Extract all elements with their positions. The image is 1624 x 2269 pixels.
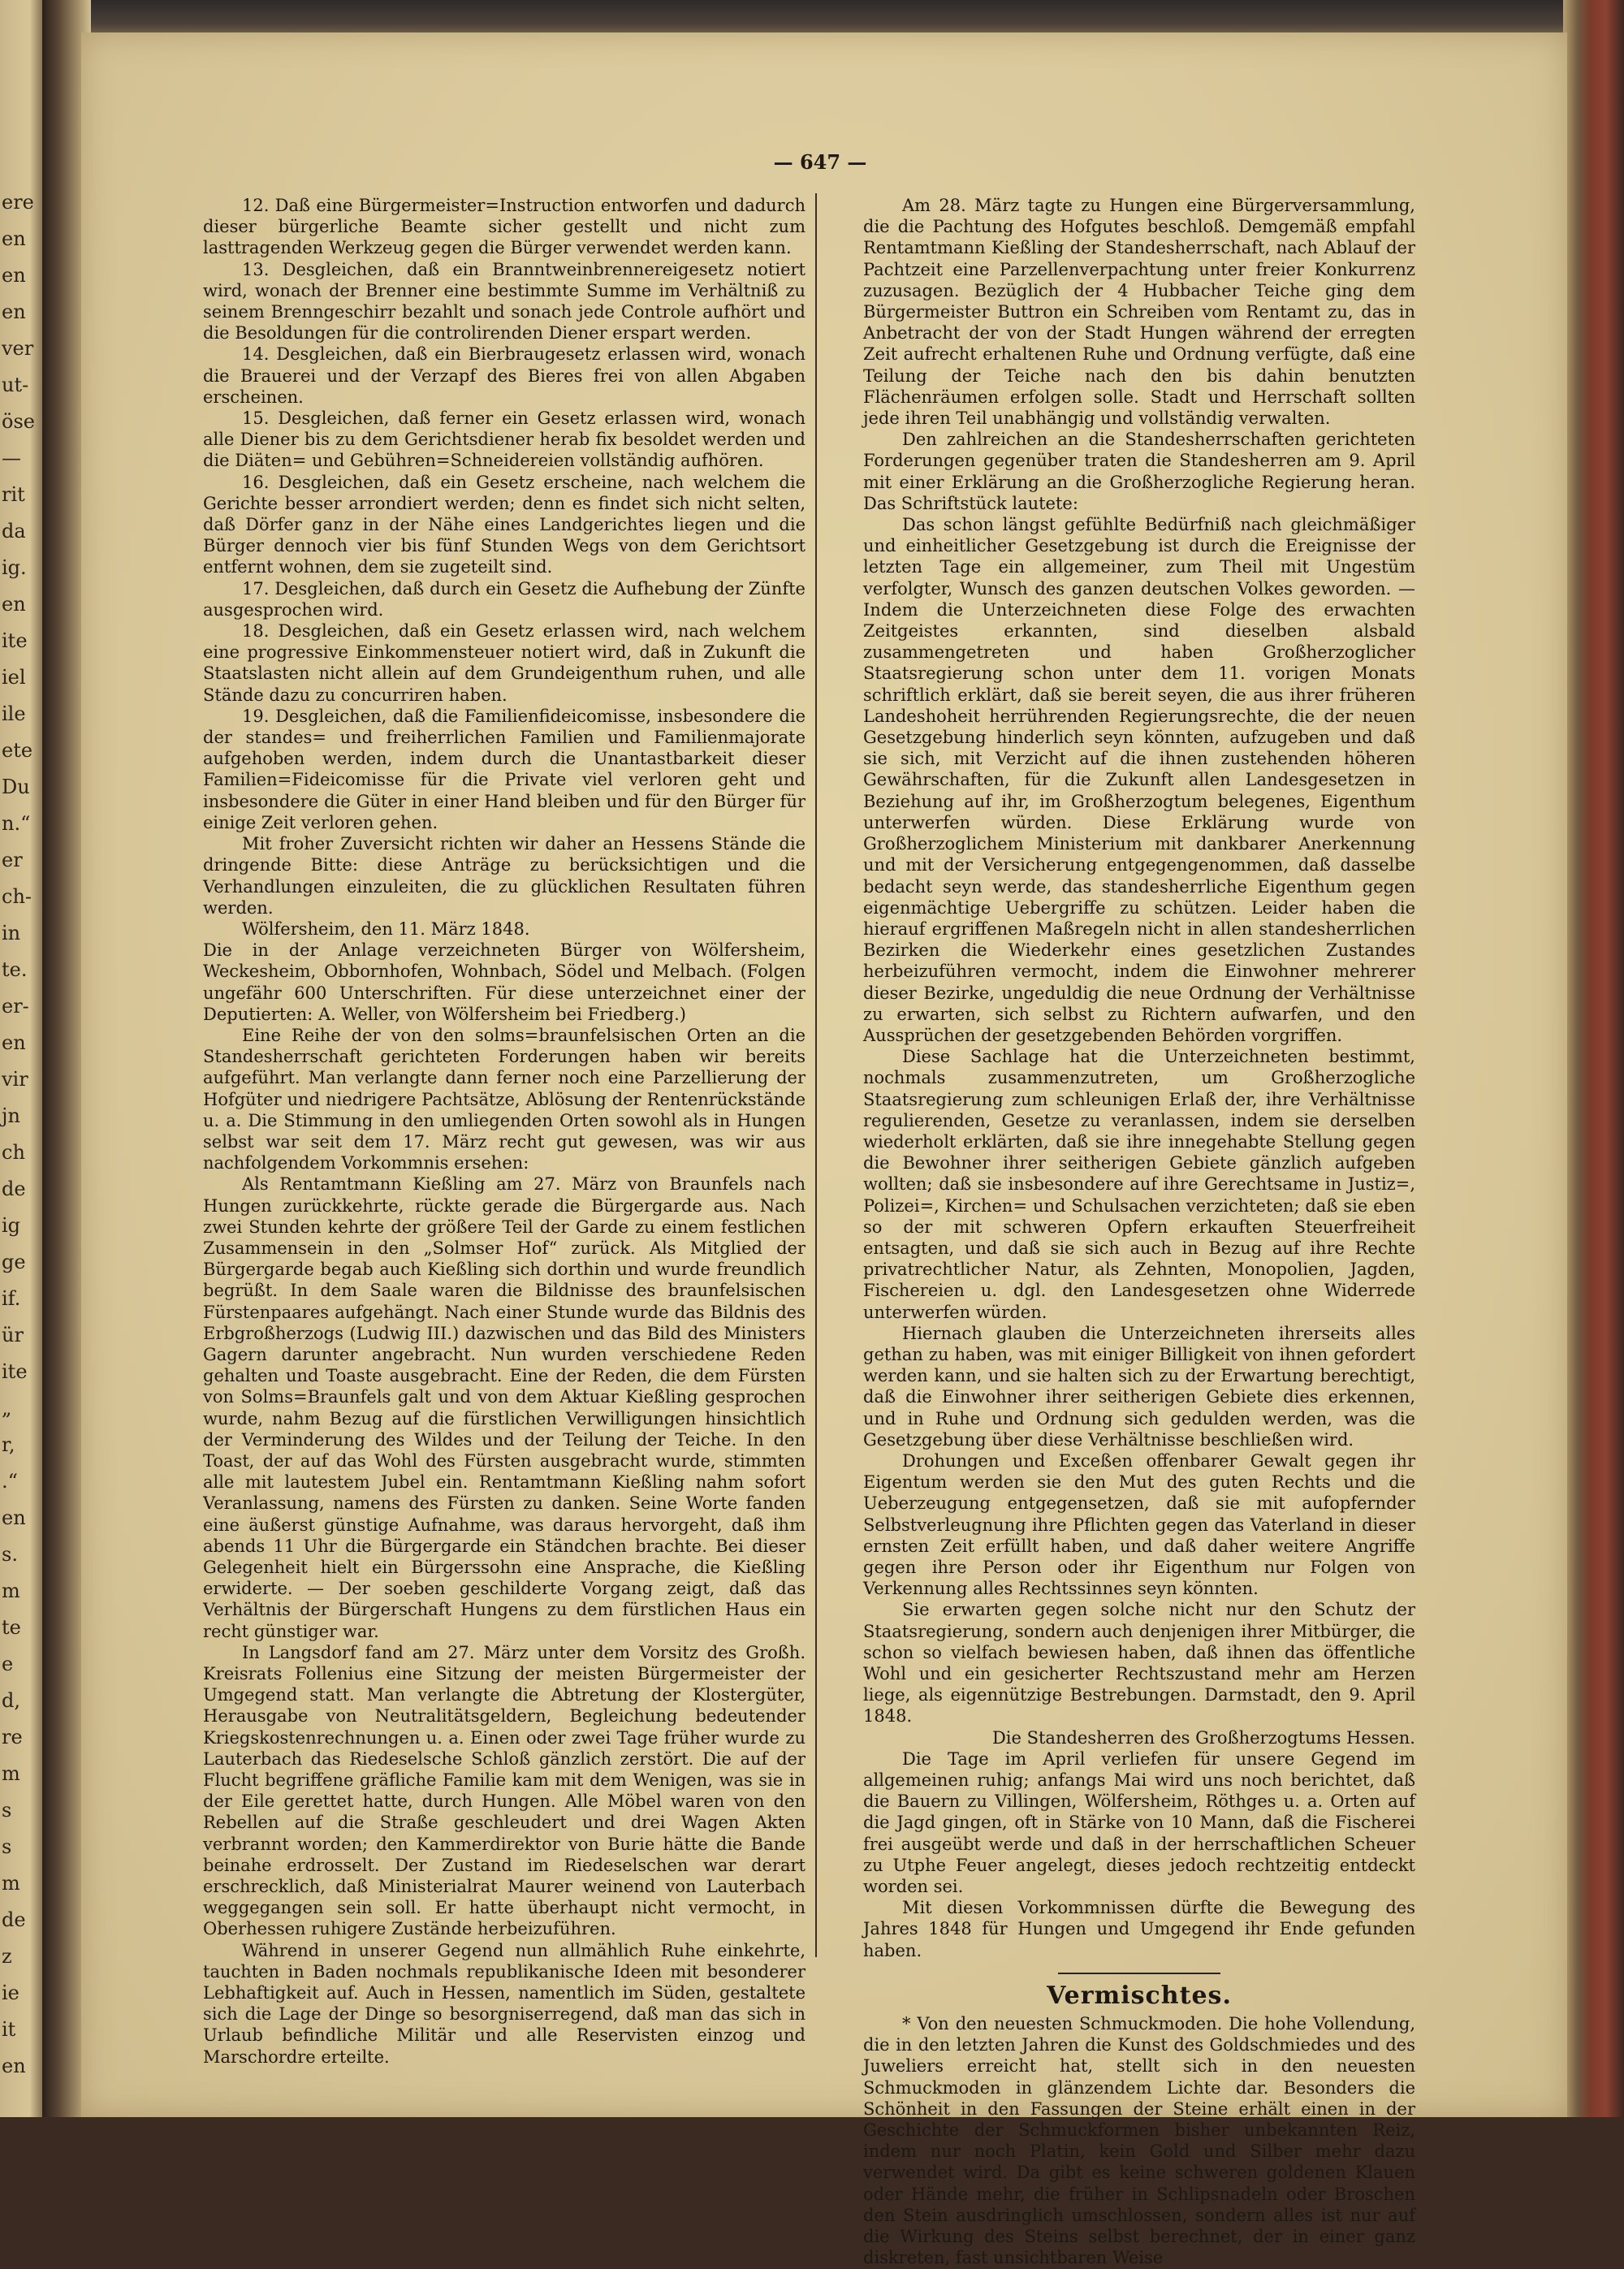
facing-page-fragment: te xyxy=(2,1616,21,1639)
left-column xyxy=(203,195,806,2068)
paragraph: Während in unserer Gegend nun allmählich Ruhe einkehrte, tauchten in Baden nochmals republikanische Ideen mit besonderer Lebhaftigkeit auf. Auch in Hessen, namentlich im Süden, gestaltete sich die Lage der Dinge so besorgniserregend, daß man das sich in Urlaub befindliche Militär und alle Reservisten einzog und Marschordre erteilte. xyxy=(203,1940,806,2067)
paragraph: Sie erwarten gegen solche nicht nur den Schutz der Staatsregierung, sondern auch denjenigen ihrer Mitbürger, die schon so vielfach bewiesen haben, daß ihnen das öffentliche Wohl und ein gesicherter Rechtszustand mehr am Herzen liege, als eigennützige Bestrebungen. Darmstadt, den 9. April 1848. xyxy=(863,1600,1415,1727)
section-separator-rule xyxy=(1058,1973,1220,1974)
paragraph: Wölfersheim, den 11. März 1848. xyxy=(242,918,530,939)
facing-page-fragment: en xyxy=(2,264,26,287)
paragraph: Eine Reihe der von den solms=braunfelsischen Orten an die Standesherrschaft gerichteten Forderungen haben wir bereits aufgeführt. Man verlangte dann ferner noch eine Parzellierung der Hofgüter und niedrigere Pachtsätze, Ablösung der Rentenrückstände u. a. Die Stimmung in den umliegenden Orten sowohl als in Hungen selbst war seit dem 17. März recht gut gewesen, was wir aus nachfolgendem Vorkommnis ersehen: xyxy=(203,1025,806,1173)
facing-page-fragment: en xyxy=(2,300,26,323)
column-divider xyxy=(815,193,817,1957)
facing-page-fragment: ere xyxy=(2,191,34,214)
facing-page-fragment: da xyxy=(2,520,26,542)
facing-page-fragment: ür xyxy=(2,1324,24,1346)
paragraph: Die in der Anlage verzeichneten Bürger von Wölfersheim, Weckesheim, Obbornhofen, Wohnbach, Södel und Melbach. (Folgen ungefähr 600 Unterschriften. Für diese unterzeichnet einer der Deputierten: A. Weller, von Wölfersheim bei Friedberg.) xyxy=(203,940,806,1024)
facing-page-fragment: rit xyxy=(2,483,25,506)
paragraph: * Von den neuesten Schmuckmoden. Die hohe Vollendung, die in den letzten Jahren die Kunst des Goldschmiedes und des Juweliers erreicht hat, stellt sich in den neuesten Schmuckmoden in glänzendem Lichte dar. Besonders die Schönheit in den Fassungen der Steine erhält einen in der Geschichte der Schmuckformen bisher unbekannten Reiz, indem nur noch Platin, kein Gold und Silber mehr dazu verwendet wird. Da gibt es keine schweren goldenen Klauen oder Hände mehr, die früher in Schlipsnadeln oder Broschen den Stein ausdringlich umschlossen, sondern alles ist nur auf die Wirkung des Steins selbst berechnet, der in einer ganz diskreten, fast unsichtbaren Weise xyxy=(863,2014,1415,2268)
paragraph: Am 28. März tagte zu Hungen eine Bürgerversammlung, die die Pachtung des Hofgutes beschloß. Demgemäß empfahl Rentamtmann Kießling der Standesherrschaft, nach Ablauf der Pachtzeit eine Parzellenverpachtung unter freier Konkurrenz zuzusagen. Bezüglich der 4 Hubbacher Teiche ging dem Bürgermeister Buttron ein Schreiben vom Rentamt zu, das in Anbetracht der von der Stadt Hungen während der erregten Zeit aufrecht erhaltenen Ruhe und Ordnung verfügte, daß eine Teilung der Teiche nach den bis dahin benutzten Flächenräumen erfolgen solle. Stadt und Herrschaft sollten jede ihren Teil unabhängig und vollständig verwalten. xyxy=(863,196,1415,429)
paragraph: In Langsdorf fand am 27. März unter dem Vorsitz des Großh. Kreisrats Follenius eine Sitzung der meisten Bürgermeister der Umgegend statt. Man verlangte die Abtretung der Klostergüter, Herausgabe von Neutralitätsgeldern, Begleichung bedeutender Kriegskostenrechnungen u. a. Einen oder zwei Tage früher wurde zu Lauterbach das Riedeselsche Schloß gänzlich zerstört. Die auf der Flucht begriffene gräfliche Familie kam mit dem Wenigen, was sie in der Eile gerettet hatte, durch Hungen. Alle Möbel waren von den Rebellen auf die Straße geschleudert und drei Wagen Akten verbrannt worden; den Kammerdirektor von Burie hätte die Bande beinahe erdrosselt. Der Zustand im Riedeselschen war derart erschrecklich, daß Ministerialrat Maurer weinend von Lauterbach weggegangen sein soll. Er hatte überhaupt nicht vermocht, in Oberhessen ruhigere Zustände herbeizuführen. xyxy=(203,1642,806,1939)
facing-page-fragment: öse xyxy=(2,410,35,433)
facing-page-fragment: te. xyxy=(2,958,28,981)
facing-page-fragment: if. xyxy=(2,1287,21,1310)
facing-page-fragment: er xyxy=(2,849,23,871)
facing-page-fragment: ge xyxy=(2,1251,26,1273)
facing-page-fragment: en xyxy=(2,593,26,616)
facing-page-fragment: m xyxy=(2,1580,20,1602)
paragraph: 17. Desgleichen, daß durch ein Gesetz die Aufhebung der Zünfte ausgesprochen wird. xyxy=(203,578,806,620)
paragraph: Als Rentamtmann Kießling am 27. März von Braunfels nach Hungen zurückkehrte, rückte gerade die Bürgergarde aus. Nach zwei Stunden kehrte der größere Teil der Garde zu einem festlichen Zusammensein in den „Solmser Hof“ zurück. Als Mitglied der Bürgergarde begab auch Kießling sich dorthin und wurde freundlich begrüßt. In dem Saale waren die Bildnisse des braunfelsischen Fürstenpaares aufgehängt. Nach einer Stunde wurde das Bildnis des Erbgroßherzogs (Ludwig III.) dazwischen und das Bild des Ministers Gagern darunter angebracht. Nun wurden verschiedene Reden gehalten und Toaste ausgebracht. Eine der Reden, die dem Fürsten von Solms=Braunfels galt und von dem Aktuar Kießling gesprochen wurde, nahm Bezug auf die fürstlichen Verwilligungen hinsichtlich der Verminderung des Wildes und der Teilung der Teiche. In den Toast, der auf das Wohl des Fürsten ausgebracht wurde, stimmten alle mit lautestem Jubel ein. Rentamtmann Kießling nahm sofort Veranlassung, namens des Fürsten zu danken. Seine Worte fanden eine äußerst günstige Aufnahme, was daraus hervorgeht, daß ihm abends 11 Uhr die Bürgergarde ein Ständchen brachte. Bei dieser Gelegenheit hielt ein Bürgerssohn eine Ansprache, die Kießling erwiderte. — Der soeben geschilderte Vorgang zeigt, daß das Verhältnis der Bürgerschaft Hungens zu dem fürstlichen Haus ein recht günstiger war. xyxy=(203,1174,806,1641)
facing-page-fragment: „ xyxy=(2,1397,12,1420)
paragraph: Die Tage im April verliefen für unsere Gegend im allgemeinen ruhig; anfangs Mai wird uns noch berichtet, daß die Bauern zu Villingen, Wölfersheim, Röthges u. a. Orten auf die Jagd gingen, oft in Stärke von 10 Mann, daß die Fischerei frei ausgeübt werde und daß in der herrschaftlichen Scheuer zu Utphe Feuer angelegt, dieses jedoch rechtzeitig entdeckt worden sei. xyxy=(863,1748,1415,1897)
right-column xyxy=(863,195,1415,2269)
facing-page-fragment: d, xyxy=(2,1689,20,1712)
facing-page-fragment: .“ xyxy=(2,1470,18,1493)
facing-page-fragment: e xyxy=(2,1653,14,1675)
paragraph: Mit froher Zuversicht richten wir daher an Hessens Stände die dringende Bitte: diese Anträge zu berücksichtigen und die Verhandlungen einzuleiten, die zu glücklichen Resultaten führen werden. xyxy=(203,834,806,918)
facing-page-fragment: vir xyxy=(2,1068,28,1091)
facing-page-fragment: Du xyxy=(2,776,30,798)
book-binding-edge xyxy=(1563,0,1624,2117)
facing-page-fragment: en xyxy=(2,227,26,250)
facing-page-fragment: en xyxy=(2,2055,26,2077)
facing-page-fragment: en xyxy=(2,1031,26,1054)
facing-page-fragment: ch- xyxy=(2,885,32,908)
paragraph: 14. Desgleichen, daß ein Bierbraugesetz erlassen wird, wonach die Brauerei und der Verzapf des Bieres frei von allen Abgaben erscheinen. xyxy=(203,344,806,407)
page-number: — 647 — xyxy=(773,150,867,174)
left-page-margin-fragments xyxy=(0,0,42,2117)
facing-page-fragment: ut- xyxy=(2,374,29,396)
facing-page-fragment: z xyxy=(2,1945,12,1968)
facing-page-fragment: jn xyxy=(2,1104,20,1127)
facing-page-fragment: ite xyxy=(2,1360,28,1383)
section-heading: Vermischtes. xyxy=(1047,1981,1232,2010)
facing-page-fragment: iel xyxy=(2,666,26,689)
paragraph: 13. Desgleichen, daß ein Branntweinbrennereigesetz notiert wird, wonach der Brenner eine bestimmte Summe im Verhältniß zu seinem Brenngeschirr bezahlt und sonach jede Controle aufhört und die Besoldungen für die controlirenden Diener erspart werden. xyxy=(203,259,806,344)
facing-page-fragment: ite xyxy=(2,629,28,652)
facing-page-fragment: n.“ xyxy=(2,812,31,835)
paragraph: Hiernach glauben die Unterzeichneten ihrerseits alles gethan zu haben, was mit einiger Billigkeit von ihnen gefordert werden kann, und sie halten sich zu der Erwartung berechtigt, daß die Einwohner ihrer seitherigen Gebiete dies erkennen, und in Ruhe und Ordnung sich gedulden werden, was die Gesetzgebung über diese Verhältnisse beschließen wird. xyxy=(863,1323,1415,1450)
facing-page-fragment: ig xyxy=(2,1214,21,1237)
facing-page-fragment: ch xyxy=(2,1141,25,1164)
facing-page-fragment: ile xyxy=(2,702,26,725)
facing-page-fragment: r, xyxy=(2,1433,15,1456)
paragraph: Den zahlreichen an die Standesherrschaften gerichteten Forderungen gegenüber traten die Standesherren am 9. April mit einer Erklärung an die Großherzogliche Regierung heran. Das Schriftstück lautete: xyxy=(863,430,1415,513)
facing-page-fragment: er- xyxy=(2,995,29,1018)
paragraph: Die Standesherren des Großherzogtums Hessen. xyxy=(991,1727,1415,1748)
paragraph: 19. Desgleichen, daß die Familienfideicomisse, insbesondere die der standes= und freiherrlichen Familien und Familienmajorate aufgehoben werden, indem durch die Unantastbarkeit dieser Familien=Fideicomisse für die Private viel verloren geht und insbesondere die Güter in einer Hand bleiben und für den Bürger für einige Zeit verloren gehen. xyxy=(203,706,806,832)
paragraph: Drohungen und Exceßen offenbarer Gewalt gegen ihr Eigentum werden sie den Mut des guten Rechts und die Ueberzeugung entgegensetzen, daß sie mit aufopfernder Selbstverleugnung ihre Pflichten gegen das Vaterland in dieser ernsten Zeit erfüllt haben, und daß daher weitere Angriffe gegen ihre Person oder ihr Eigenthum nur Folgen von Verkennung alles Rechtssinnes seyn könnten. xyxy=(863,1450,1415,1599)
paragraph: Diese Sachlage hat die Unterzeichneten bestimmt, nochmals zusammenzutreten, um Großherzogliche Staatsregierung zum schleunigen Erlaß der, ihre Verhältnisse regulierenden, Gesetze zu veranlassen, indem sie derselben wiederholt erklärten, daß sie ihre innegehabte Stellung gegen die Bewohner ihrer seitherigen Gebiete gänzlich aufgeben wollten; daß sie insbesondere auf ihre Gerechtsame in Justiz=, Polizei=, Kirchen= und Schulsachen verzichteten; daß sie eben so der mit schweren Opfern erkauften Steuerfreiheit entsagten, und daß sie sich auch in Bezug auf ihre Rechte privatrechtlicher Natur, als Zehnten, Monopolien, Jagden, Fischereien u. dgl. den Landesgesetzen ohne Widerrede unterwerfen würden. xyxy=(863,1047,1415,1322)
facing-page-fragment: en xyxy=(2,1506,26,1529)
facing-page-fragment: it xyxy=(2,2018,16,2041)
facing-page-fragment: m xyxy=(2,1762,20,1785)
facing-page-fragment: m xyxy=(2,1872,20,1895)
facing-page-fragment: re xyxy=(2,1726,23,1748)
paragraph: 12. Daß eine Bürgermeister=Instruction entworfen und dadurch dieser bürgerliche Beamte sicher gestellt und nicht zum lasttragenden Werkzeug gegen die Bürger verwendet werden kann. xyxy=(203,196,806,258)
facing-page-fragment: s xyxy=(2,1799,12,1822)
paragraph: Das schon längst gefühlte Bedürfniß nach gleichmäßiger und einheitlicher Gesetzgebung ist durch die Ereignisse der letzten Tage ein allgemeiner, zum Theil mit Ungestüm verfolgter, Wunsch des ganzen deutschen Volkes geworden. — Indem die Unterzeichneten diese Folge des erwachten Zeitgeistes erkannten, sind dieselben alsbald zusammengetreten und haben Großherzoglicher Staatsregierung schon unter dem 11. vorigen Monats schriftlich erklärt, daß sie bereit seyen, die aus ihrer früheren Landeshoheit herrührenden Regierungsrechte, die der neuen Gesetzgebung hinderlich seyn könnten, aufzugeben und daß sie sich, mit Verzicht auf die ihnen zustehenden höheren Gewährschaften, für die Zukunft allen Landesgesetzen in Beziehung auf ihr, im Großherzogtum belegenes, Eigenthum unterwerfen würden. Diese Erklärung wurde von Großherzoglichem Ministerium mit dankbarer Anerkennung und mit der Versicherung entgegengenommen, daß dasselbe bedacht seyn werde, das standesherrliche Eigenthum gegen eigenmächtige Uebergriffe zu schützen. Leider haben die hierauf ergriffenen Maßregeln nicht in allen standesherrlichen Bezirken die Wiederkehr eines gesetzlichen Zustandes herbeizuführen vermocht, indem die Einwohner mehrerer dieser Bezirke, ungeduldig die neue Ordnung der Verhältnisse zu erwarten, sich selbst zu Richtern aufwarfen, und den Aussprüchen der gesetzgebenden Behörden vorgriffen. xyxy=(863,515,1415,1045)
facing-page-fragment: — xyxy=(2,447,21,469)
facing-page-fragment: ete xyxy=(2,739,33,762)
facing-page-fragment: s xyxy=(2,1835,12,1858)
facing-page-fragment: ig. xyxy=(2,556,27,579)
paragraph: 15. Desgleichen, daß ferner ein Gesetz erlassen wird, wonach alle Diener bis zu dem Gerichtsdiener herab fix besoldet werden und die Diäten= und Gebühren=Schneidereien vollständig aufhören. xyxy=(203,408,806,471)
facing-page-fragment: ver xyxy=(2,337,34,360)
paragraph: Mit diesen Vorkommnissen dürfte die Bewegung des Jahres 1848 für Hungen und Umgegend ihr Ende gefunden haben. xyxy=(863,1898,1415,1960)
facing-page-fragment: in xyxy=(2,922,21,944)
paragraph: 16. Desgleichen, daß ein Gesetz erscheine, nach welchem die Gerichte besser arrondiert werden; denn es findet sich nicht selten, daß Dörfer ganz in der Nähe eines Landgerichtes liegen und die Bürger dennoch vier bis fünf Stunden Wegs von dem Gerichtsort entfernt wohnen, dem sie zugeteilt sind. xyxy=(203,472,806,577)
right-column-miscellany xyxy=(863,2013,1415,2268)
facing-page-fragment: s. xyxy=(2,1543,18,1566)
facing-page-fragment: de xyxy=(2,1908,26,1931)
facing-page-fragment: ie xyxy=(2,1982,19,2004)
facing-page-fragment: de xyxy=(2,1178,26,1200)
paragraph: 18. Desgleichen, daß ein Gesetz erlassen wird, nach welchem eine progressive Einkommensteuer notiert wird, daß in Zukunft die Staatslasten nicht allein auf dem Grundeigenthum ruhen, und alle Stände dazu zu concurriren haben. xyxy=(203,621,806,705)
right-column-article xyxy=(863,195,1415,1961)
